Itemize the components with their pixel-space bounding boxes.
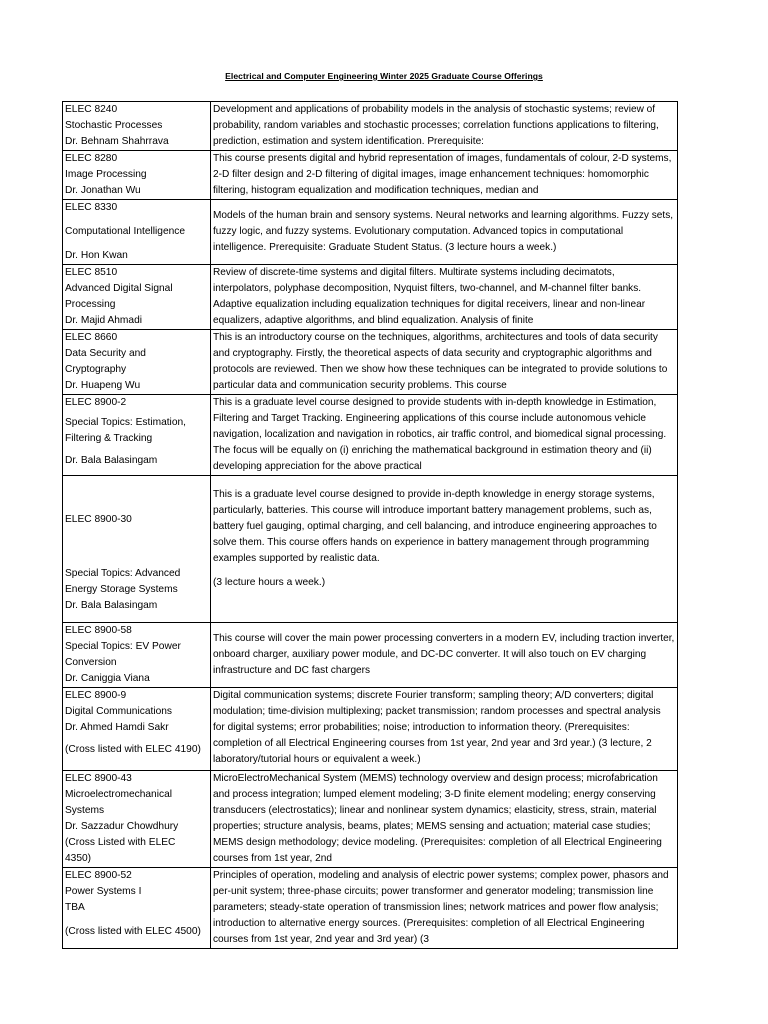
course-instructor: Dr. Hon Kwan [65, 249, 128, 261]
course-cross-list-line-2: 4350) [65, 852, 92, 864]
course-code: ELEC 8900-43 [65, 773, 132, 784]
course-cross-list-line-1: (Cross Listed with ELEC [65, 836, 176, 848]
course-code: ELEC 8900-30 [65, 514, 132, 525]
course-cross-list: (Cross listed with ELEC 4500) [65, 925, 201, 937]
course-description-cell [211, 395, 678, 476]
course-description: Review of discrete-time systems and digital filters. Multirate systems including decimatots, interpolators, polyphase decomposition, Nyquist filters, two-channel, and M-channel filter banks. Adaptive equalization including equalization techniques for digital receivers, linear and non-linear equalizers, adaptive algorithms, and blind equalization. Analysis of finite [213, 267, 646, 326]
course-code: ELEC 8900-2 [65, 397, 127, 408]
course-cross-list: (Cross listed with ELEC 4190) [65, 743, 201, 755]
course-code: ELEC 8510 [65, 267, 118, 278]
course-description: This is a graduate level course designed to provide in-depth knowledge in energy storage systems, particularly, batteries. This course will introduce important battery management problems, such as, battery fuel gauging, optimal charging, and cell balancing, and introduce engineering approaches to solve them. This course offers hands on experience in battery management through programming examples supported by realistic data. [213, 489, 657, 564]
course-info-cell [63, 868, 211, 949]
table-row [63, 151, 678, 200]
course-name: Image Processing [65, 168, 147, 180]
course-info-cell [63, 688, 211, 771]
course-code: ELEC 8900-9 [65, 690, 127, 701]
course-name-line-1: Advanced Digital Signal [65, 282, 173, 294]
course-name-line-2: Systems [65, 804, 105, 816]
course-description: MicroElectroMechanical System (MEMS) technology overview and design process; microfabrication and process integration; lumped element modeling; 3-D finite element modeling; energy conserving transducers (electrostatics); linear and nonlinear system dynamics; elasticity, stress, strain, material properties; structure analysis, beams, plates; MEMS sensing and actuation; material case studies; MEMS design methodology; device modeling. (Prerequisites: completion of all Electrical Engineering courses from 1st year, 2nd [213, 773, 662, 864]
course-info-cell [63, 330, 211, 395]
table-row [63, 771, 678, 868]
course-instructor: Dr. Ahmed Hamdi Sakr [65, 721, 169, 733]
course-instructor: Dr. Jonathan Wu [65, 184, 141, 196]
table-row [63, 200, 678, 265]
course-code: ELEC 8280 [65, 153, 118, 164]
course-description: This is a graduate level course designed to provide students with in-depth knowledge in Estimation, Filtering and Target Tracking. Engineering applications of this course include autonomous vehicle navigation, localization and navigation in robotics, air traffic control, and biomedical signal processing. The focus will be equally on (i) enriching the mathematical background in estimation theory and (ii) developing appreciation for the above practical [213, 397, 667, 472]
course-description: Development and applications of probability models in the analysis of stochastic systems; review of probability, random variables and stochastic processes; correlation functions applications to filtering, prediction, estimation and system identification. Prerequisite: [213, 104, 659, 147]
course-code: ELEC 8900-52 [65, 870, 132, 881]
course-name-line-1: Special Topics: EV Power [65, 640, 181, 652]
course-description: Principles of operation, modeling and analysis of electric power systems; complex power, phasors and per-unit system; three-phase circuits; power transformer and generator modeling; transmission line parameters; steady-state operation of transmission lines; network matrices and power flow analysis; introduction to alternative energy sources. (Prerequisites: completion of all Electrical Engineering courses from 1st year, 2nd year and 3rd year) (3 [213, 870, 669, 945]
table-row [63, 476, 678, 623]
table-row [63, 623, 678, 688]
course-info-cell [63, 395, 211, 476]
table-row [63, 330, 678, 395]
course-instructor: Dr. Bala Balasingam [65, 599, 158, 611]
course-description: Models of the human brain and sensory systems. Neural networks and learning algorithms. Fuzzy sets, fuzzy logic, and fuzzy systems. Evolutionary computation. Advanced topics in computational intelligence. Prerequisite: Graduate Student Status. (3 lecture hours a week.) [213, 210, 674, 253]
course-info-cell [63, 151, 211, 200]
course-description-cell [211, 476, 678, 623]
course-hours: (3 lecture hours a week.) [213, 577, 326, 588]
course-description-cell [211, 265, 678, 330]
course-name-line-2: Conversion [65, 656, 117, 668]
course-description: This course presents digital and hybrid representation of images, fundamentals of colour, 2-D systems, 2-D filter design and 2-D filtering of digital images, image enhancement techniques: homomorphic filtering, histogram equalization and modification techniques, median and [213, 153, 672, 196]
course-name-line-2: Filtering & Tracking [65, 432, 153, 444]
course-name-line-2: Processing [65, 298, 116, 310]
course-code: ELEC 8240 [65, 104, 118, 115]
course-table [62, 101, 678, 949]
course-name: Stochastic Processes [65, 119, 163, 131]
course-name-line-1: Microelectromechanical [65, 788, 173, 800]
course-name-line-2: Cryptography [65, 363, 127, 375]
course-info-cell [63, 102, 211, 151]
course-name: Digital Communications [65, 705, 173, 717]
course-description-cell [211, 623, 678, 688]
course-description: This course will cover the main power processing converters in a modern EV, including traction inverter, onboard charger, auxiliary power module, and DC-DC converter. It will also touch on EV charging infrastructure and DC fast chargers [213, 633, 675, 676]
course-info-cell [63, 200, 211, 265]
table-row [63, 395, 678, 476]
course-description-cell [211, 771, 678, 868]
course-description-cell [211, 868, 678, 949]
course-description: This is an introductory course on the techniques, algorithms, architectures and tools of data security and cryptography. Firstly, the theoretical aspects of data security and cryptographic algorithms and protocols are reviewed. Then we show how these techniques can be integrated to provide solutions to particular data and communication security problems. This course [213, 332, 668, 391]
table-row [63, 265, 678, 330]
course-description-cell [211, 330, 678, 395]
course-description-cell [211, 151, 678, 200]
course-description-cell [211, 102, 678, 151]
page-title: Electrical and Computer Engineering Winter 2025 Graduate Course Offerings [225, 71, 543, 81]
course-description: Digital communication systems; discrete Fourier transform; sampling theory; A/D converters; digital modulation; time-division multiplexing; packet transmission; random processes and spectral analysis for digital systems; error probabilities; noise; introduction to information theory. (Prerequisites: completion of all Electrical Engineering courses from 1st year, 2nd year and 3rd year.) (3 lecture, 2 laboratory/tutorial hours or equivalent a week.) [213, 690, 661, 765]
course-description-cell [211, 200, 678, 265]
course-instructor: Dr. Huapeng Wu [65, 379, 141, 391]
course-instructor: Dr. Behnam Shahrrava [65, 135, 169, 147]
course-name-line-1: Special Topics: Advanced [65, 567, 181, 579]
course-info-cell [63, 265, 211, 330]
course-instructor: Dr. Majid Ahmadi [65, 314, 143, 326]
table-row [63, 688, 678, 771]
course-name-line-2: Energy Storage Systems [65, 583, 178, 595]
course-info-cell [63, 476, 211, 623]
course-instructor: Dr. Sazzadur Chowdhury [65, 820, 179, 832]
course-code: ELEC 8660 [65, 332, 118, 343]
table-row [63, 868, 678, 949]
course-code: ELEC 8900-58 [65, 625, 132, 636]
course-name: Power Systems I [65, 885, 142, 897]
course-name-line-1: Special Topics: Estimation, [65, 416, 186, 428]
course-info-cell [63, 771, 211, 868]
course-instructor: Dr. Bala Balasingam [65, 454, 158, 466]
course-info-cell [63, 623, 211, 688]
course-instructor: TBA [65, 901, 85, 913]
course-code: ELEC 8330 [65, 202, 118, 213]
table-row [63, 102, 678, 151]
course-instructor: Dr. Caniggia Viana [65, 672, 150, 684]
course-name-line-1: Data Security and [65, 347, 146, 359]
course-name: Computational Intelligence [65, 225, 186, 237]
course-description-cell [211, 688, 678, 771]
